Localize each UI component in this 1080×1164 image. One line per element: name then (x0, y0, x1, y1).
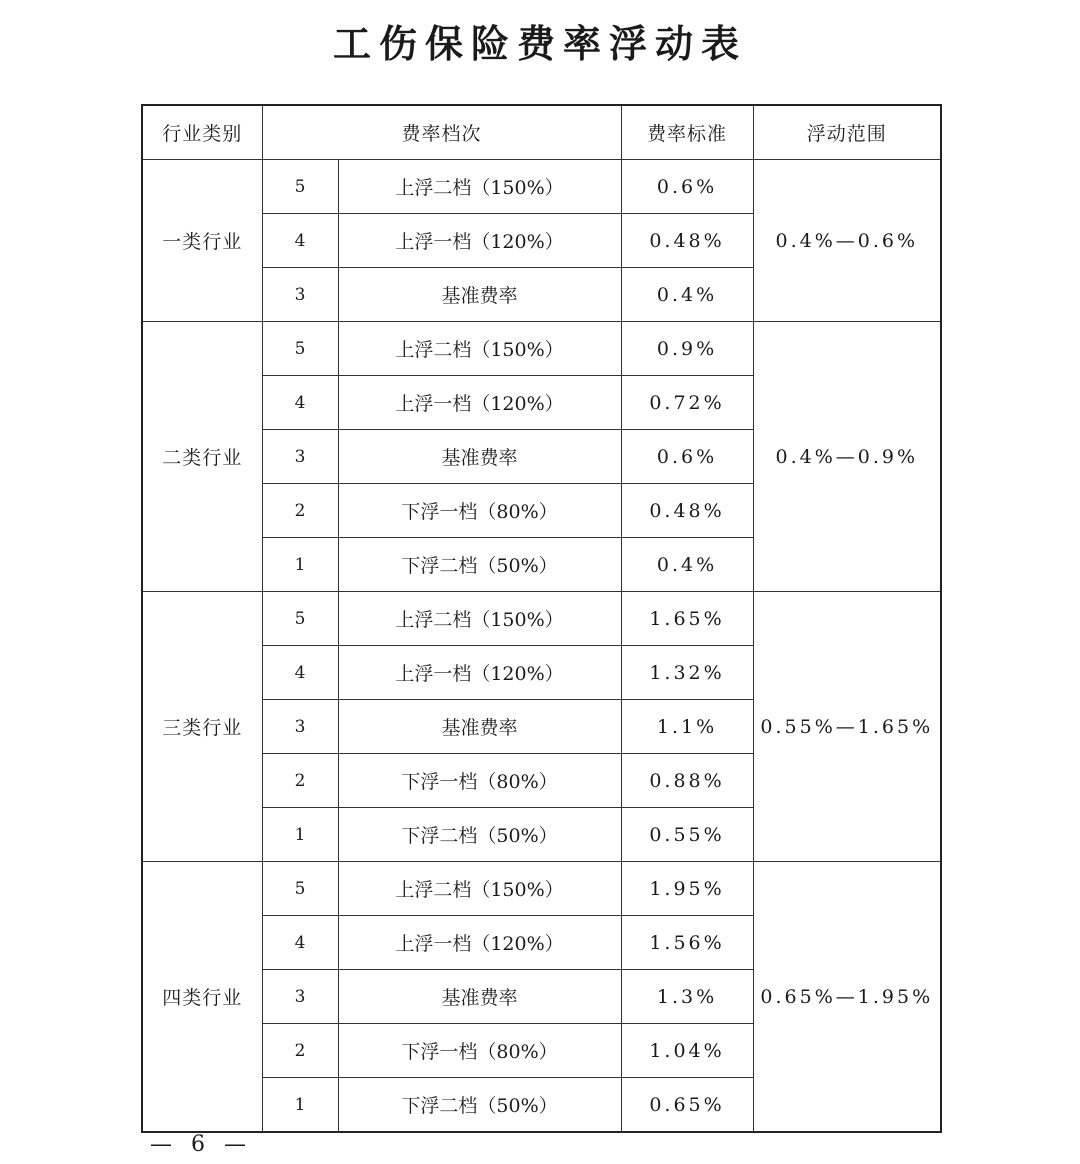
industry-category: 二类行业 (142, 322, 262, 592)
table-row (142, 160, 941, 214)
rate-standard: 0.48% (621, 214, 753, 268)
tier-level: 1 (262, 808, 338, 862)
tier-level: 2 (262, 484, 338, 538)
tier-level: 1 (262, 538, 338, 592)
header-standard: 费率标准 (621, 105, 753, 160)
tier-level: 2 (262, 754, 338, 808)
tier-level: 3 (262, 700, 338, 754)
rate-standard: 0.72% (621, 376, 753, 430)
tier-level: 4 (262, 214, 338, 268)
table-row (142, 322, 941, 376)
rate-standard: 1.3% (621, 970, 753, 1024)
tier-name: 下浮二档（50%） (338, 808, 621, 862)
tier-name: 下浮一档（80%） (338, 484, 621, 538)
float-range: 0.4%—0.9% (753, 322, 941, 592)
tier-level: 5 (262, 322, 338, 376)
table-body (142, 160, 941, 1133)
rate-standard: 0.4% (621, 538, 753, 592)
tier-name: 上浮一档（120%） (338, 214, 621, 268)
tier-level: 2 (262, 1024, 338, 1078)
rate-standard: 1.65% (621, 592, 753, 646)
tier-level: 5 (262, 592, 338, 646)
table-row (142, 592, 941, 646)
tier-level: 4 (262, 646, 338, 700)
tier-name: 基准费率 (338, 970, 621, 1024)
tier-level: 4 (262, 916, 338, 970)
rate-standard: 1.32% (621, 646, 753, 700)
tier-name: 上浮二档（150%） (338, 322, 621, 376)
tier-name: 上浮二档（150%） (338, 592, 621, 646)
float-range: 0.4%—0.6% (753, 160, 941, 322)
industry-category: 三类行业 (142, 592, 262, 862)
tier-name: 上浮一档（120%） (338, 646, 621, 700)
industry-category: 一类行业 (142, 160, 262, 322)
tier-name: 上浮一档（120%） (338, 916, 621, 970)
float-range: 0.65%—1.95% (753, 862, 941, 1133)
page-title: 工伤保险费率浮动表 (332, 21, 747, 66)
tier-name: 基准费率 (338, 268, 621, 322)
rate-standard: 0.4% (621, 268, 753, 322)
tier-name: 上浮二档（150%） (338, 862, 621, 916)
rate-standard: 0.88% (621, 754, 753, 808)
rate-standard: 1.95% (621, 862, 753, 916)
tier-level: 3 (262, 268, 338, 322)
tier-level: 3 (262, 970, 338, 1024)
tier-level: 1 (262, 1078, 338, 1133)
page-number: — 6 — (150, 1132, 252, 1157)
rate-standard: 0.6% (621, 160, 753, 214)
tier-level: 5 (262, 160, 338, 214)
rate-standard: 1.04% (621, 1024, 753, 1078)
tier-level: 5 (262, 862, 338, 916)
rate-standard: 0.55% (621, 808, 753, 862)
rate-standard: 0.48% (621, 484, 753, 538)
table-row (142, 862, 941, 916)
tier-name: 下浮二档（50%） (338, 1078, 621, 1133)
tier-name: 基准费率 (338, 700, 621, 754)
rate-standard: 1.56% (621, 916, 753, 970)
rate-standard: 0.65% (621, 1078, 753, 1133)
header-range: 浮动范围 (753, 105, 941, 160)
table-header-row (142, 105, 941, 160)
tier-name: 上浮一档（120%） (338, 376, 621, 430)
tier-level: 3 (262, 430, 338, 484)
rate-table (141, 104, 942, 1133)
tier-name: 下浮二档（50%） (338, 538, 621, 592)
rate-standard: 0.9% (621, 322, 753, 376)
rate-standard: 0.6% (621, 430, 753, 484)
header-tier: 费率档次 (262, 105, 621, 160)
float-range: 0.55%—1.65% (753, 592, 941, 862)
rate-standard: 1.1% (621, 700, 753, 754)
tier-name: 基准费率 (338, 430, 621, 484)
tier-name: 上浮二档（150%） (338, 160, 621, 214)
tier-level: 4 (262, 376, 338, 430)
header-category: 行业类别 (142, 105, 262, 160)
tier-name: 下浮一档（80%） (338, 1024, 621, 1078)
industry-category: 四类行业 (142, 862, 262, 1133)
tier-name: 下浮一档（80%） (338, 754, 621, 808)
